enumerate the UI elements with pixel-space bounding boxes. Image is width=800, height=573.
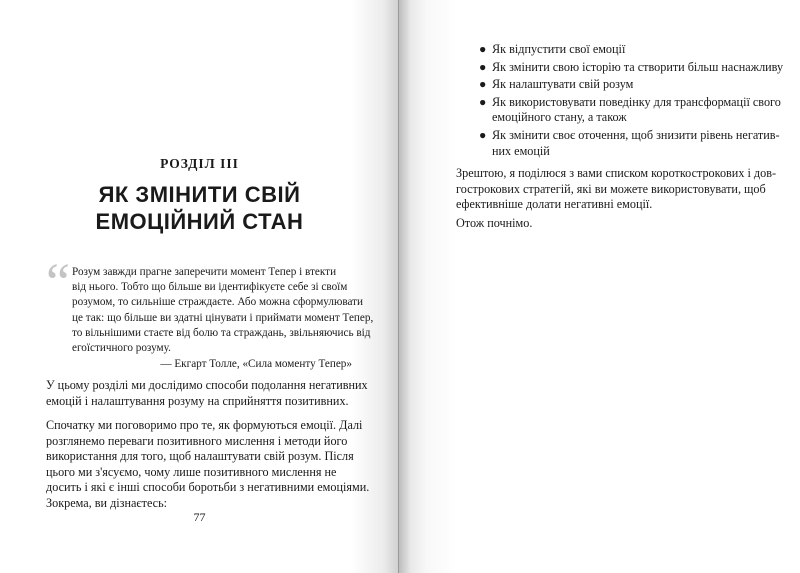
paragraph-line: Спочатку ми поговоримо про те, як формуються емоції. Далі (46, 418, 363, 432)
list-item-text: Як налаштувати свій розум (492, 77, 634, 92)
bullet-list (479, 42, 784, 161)
quote-line: це так: що більше ви здатні цінувати і приймати момент Тепер, (72, 311, 374, 324)
quote-line: Розум завжди прагне заперечити момент Тепер і втекти (72, 266, 337, 278)
quote-line: від нього. Тобто що більше ви ідентифікуєте себе зі своїм (72, 281, 348, 294)
list-item-text: Як змінити свою історію та створити більш наснажливу (492, 59, 784, 74)
paragraph-line: Отож почнімо. (456, 216, 533, 230)
left-page (0, 0, 399, 573)
bullet-icon: ● (479, 59, 487, 74)
paragraph-line: Зокрема, ви дізнаєтесь: (46, 495, 168, 510)
bullet-icon: ● (479, 42, 487, 56)
list-item (479, 95, 779, 126)
chapter-title (0, 181, 399, 235)
bullet-icon: ● (479, 94, 487, 109)
list-item-text: Як відпустити свої емоції (492, 42, 626, 56)
list-item (479, 128, 779, 159)
quote-mark-icon: “ (46, 252, 70, 312)
paragraph-line: цього ми з'ясуємо, чому лише позитивного мислення не (46, 464, 337, 479)
quote-line: то вільнішими стаєте від болю та страждань, звільняючись від (72, 326, 371, 339)
paragraph-line: використання для того, щоб налаштувати свій розум. Після (46, 449, 354, 464)
list-item (479, 77, 779, 93)
paragraph-line: У цьому розділі ми дослідимо способи подолання негативних (46, 378, 368, 392)
list-item (479, 42, 779, 58)
list-item-text: Як змінити своє оточення, щоб знизити рівень негатив- (492, 127, 780, 142)
paragraph-line: ефективніше долати негативні емоції. (456, 197, 653, 212)
quote-attribution: — Екгарт Толле, «Сила моменту Тепер» (160, 358, 352, 371)
bullet-icon: ● (479, 127, 487, 142)
chapter-title-line: ЯК ЗМІНИТИ СВІЙ (98, 182, 301, 207)
quote-line: розумом, то сильніше страждаєте. Або можна сформулювати (72, 296, 364, 309)
list-item-text: них емоцій (492, 143, 550, 158)
paragraph-line: досить і які є інші способи боротьби з негативними емоціями. (46, 480, 370, 495)
page-number: 77 (193, 510, 206, 524)
intro-paragraph (46, 378, 368, 409)
epigraph-quote (72, 265, 374, 372)
overview-paragraph (46, 418, 370, 512)
list-item-text: Як використовувати поведінку для трансформації свого (492, 94, 781, 109)
paragraph-line: емоцій і налаштування розуму на сприйняття позитивних. (46, 393, 349, 408)
bullet-icon: ● (479, 77, 487, 92)
chapter-label: РОЗДІЛ III (160, 156, 239, 171)
list-item-text: емоційного стану, а також (492, 110, 627, 125)
list-item (479, 59, 784, 76)
paragraph-line: гострокових стратегій, які ви можете використовувати, щоб (456, 181, 766, 196)
paragraph-line: розглянемо переваги позитивного мислення і методи його (46, 433, 348, 448)
quote-line: егоїстичного розуму. (72, 342, 171, 355)
strategies-paragraph (456, 166, 776, 213)
paragraph-line: Зрештою, я поділюся з вами списком короткострокових і дов- (456, 166, 777, 180)
chapter-title-line: ЕМОЦІЙНИЙ СТАН (95, 209, 304, 234)
closing-paragraph (456, 216, 776, 232)
